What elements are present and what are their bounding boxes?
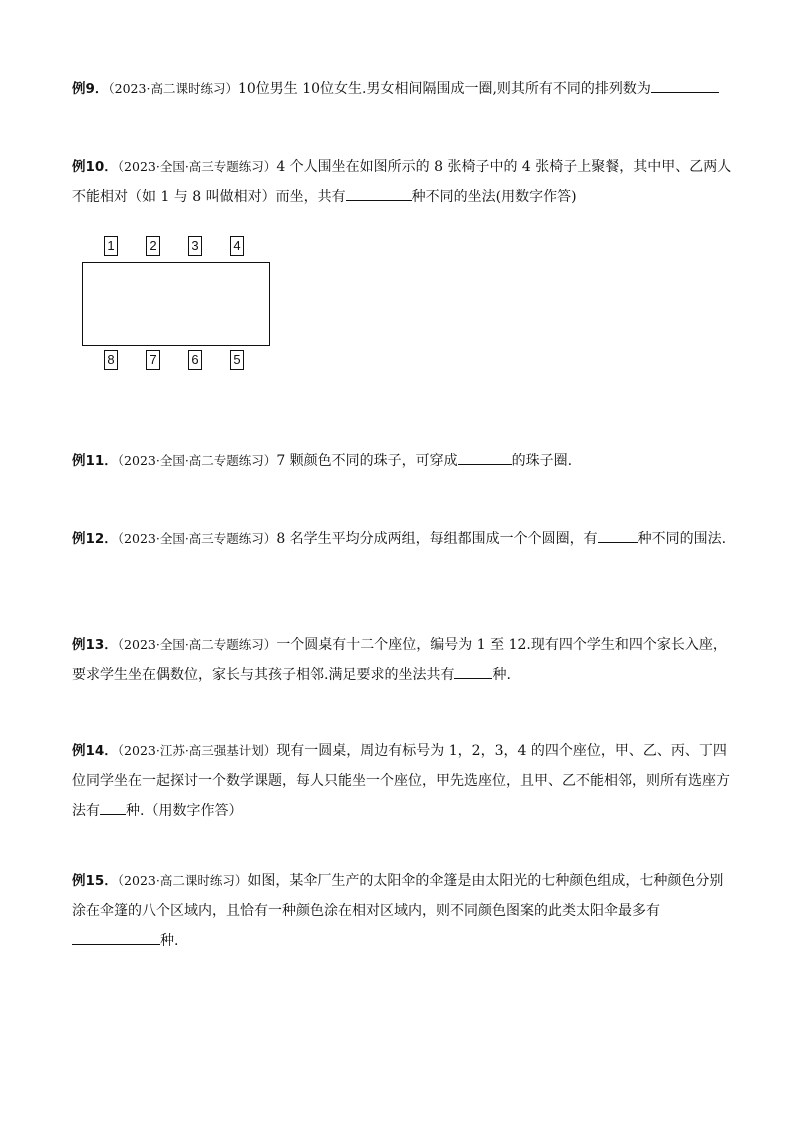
question-text-after: 种.（用数字作答） [126, 803, 243, 819]
question-11 [72, 446, 734, 476]
question-text-after: 种. [492, 667, 511, 683]
question-text: 如图，某伞厂生产的太阳伞的伞篷是由太阳光的七种颜色组成，七种颜色分别涂在伞篷的八个区域内，且恰有一种颜色涂在相对区域内，则不同颜色图案的此类太阳伞最多有 [72, 873, 724, 919]
question-text-after: 种. [160, 933, 179, 949]
question-13 [72, 630, 734, 690]
answer-blank [651, 78, 719, 93]
question-source: （2023·高二课时练习） [108, 81, 238, 96]
question-text: 8 名学生平均分成两组，每组都围成一个个圆圈，有 [276, 531, 598, 547]
question-source: （2023·全国·高三专题练习） [117, 531, 277, 546]
answer-blank [100, 800, 126, 815]
question-source: （2023·全国·高三专题练习） [117, 159, 277, 174]
question-source: （2023·全国·高二专题练习） [117, 453, 277, 468]
chair-6: 6 [188, 350, 202, 370]
question-number: 例13． [72, 637, 118, 653]
question-text-after: 的珠子圈. [511, 453, 573, 469]
chair-2: 2 [146, 236, 160, 256]
question-text: 10位男生 10位女生.男女相间隔围成一圈,则其所有不同的排列数为 [237, 81, 651, 97]
question-9 [72, 74, 734, 104]
chair-1: 1 [104, 236, 118, 256]
question-number: 例15． [72, 873, 118, 889]
question-text-after: 种不同的坐法(用数字作答) [411, 189, 577, 205]
question-10 [72, 152, 734, 212]
answer-blank [346, 186, 412, 201]
chair-8: 8 [104, 350, 118, 370]
question-number: 例11． [72, 453, 118, 469]
question-text: 7 颗颜色不同的珠子，可穿成 [276, 453, 458, 469]
question-source: （2023·江苏·高三强基计划） [117, 743, 277, 758]
chair-4: 4 [230, 236, 244, 256]
chair-3: 3 [188, 236, 202, 256]
question-number: 例12． [72, 531, 118, 547]
seating-figure [82, 236, 272, 376]
answer-blank [458, 450, 512, 465]
question-12 [72, 524, 734, 554]
question-number: 例14． [72, 743, 118, 759]
question-number: 例9． [72, 81, 109, 97]
answer-blank [72, 930, 160, 945]
question-source: （2023·高二课时练习） [117, 873, 248, 888]
question-14 [72, 736, 734, 826]
dining-table [82, 262, 270, 346]
chair-5: 5 [230, 350, 244, 370]
answer-blank [598, 528, 638, 543]
question-text: 4 个人围坐在如图所示的 8 张椅子中的 4 张椅子上聚餐，其中甲、乙两人不能相对（如 1 与 8 叫做相对）而坐，共有 [72, 159, 732, 205]
question-source: （2023·全国·高二专题练习） [117, 637, 277, 652]
question-number: 例10． [72, 159, 118, 175]
question-15 [72, 866, 734, 956]
question-text: 一个圆桌有十二个座位，编号为 1 至 12.现有四个学生和四个家长入座，要求学生坐在偶数位，家长与其孩子相邻.满足要求的坐法共有 [72, 637, 727, 683]
question-text: 现有一圆桌，周边有标号为 1，2，3，4 的四个座位，甲、乙、丙、丁四位同学坐在一起探讨一个数学课题，每人只能坐一个座位，甲先选座位，且甲、乙不能相邻，则所有选座方法有 [72, 743, 730, 819]
chair-7: 7 [146, 350, 160, 370]
question-text-after: 种不同的围法. [637, 531, 727, 547]
answer-blank [454, 664, 492, 679]
